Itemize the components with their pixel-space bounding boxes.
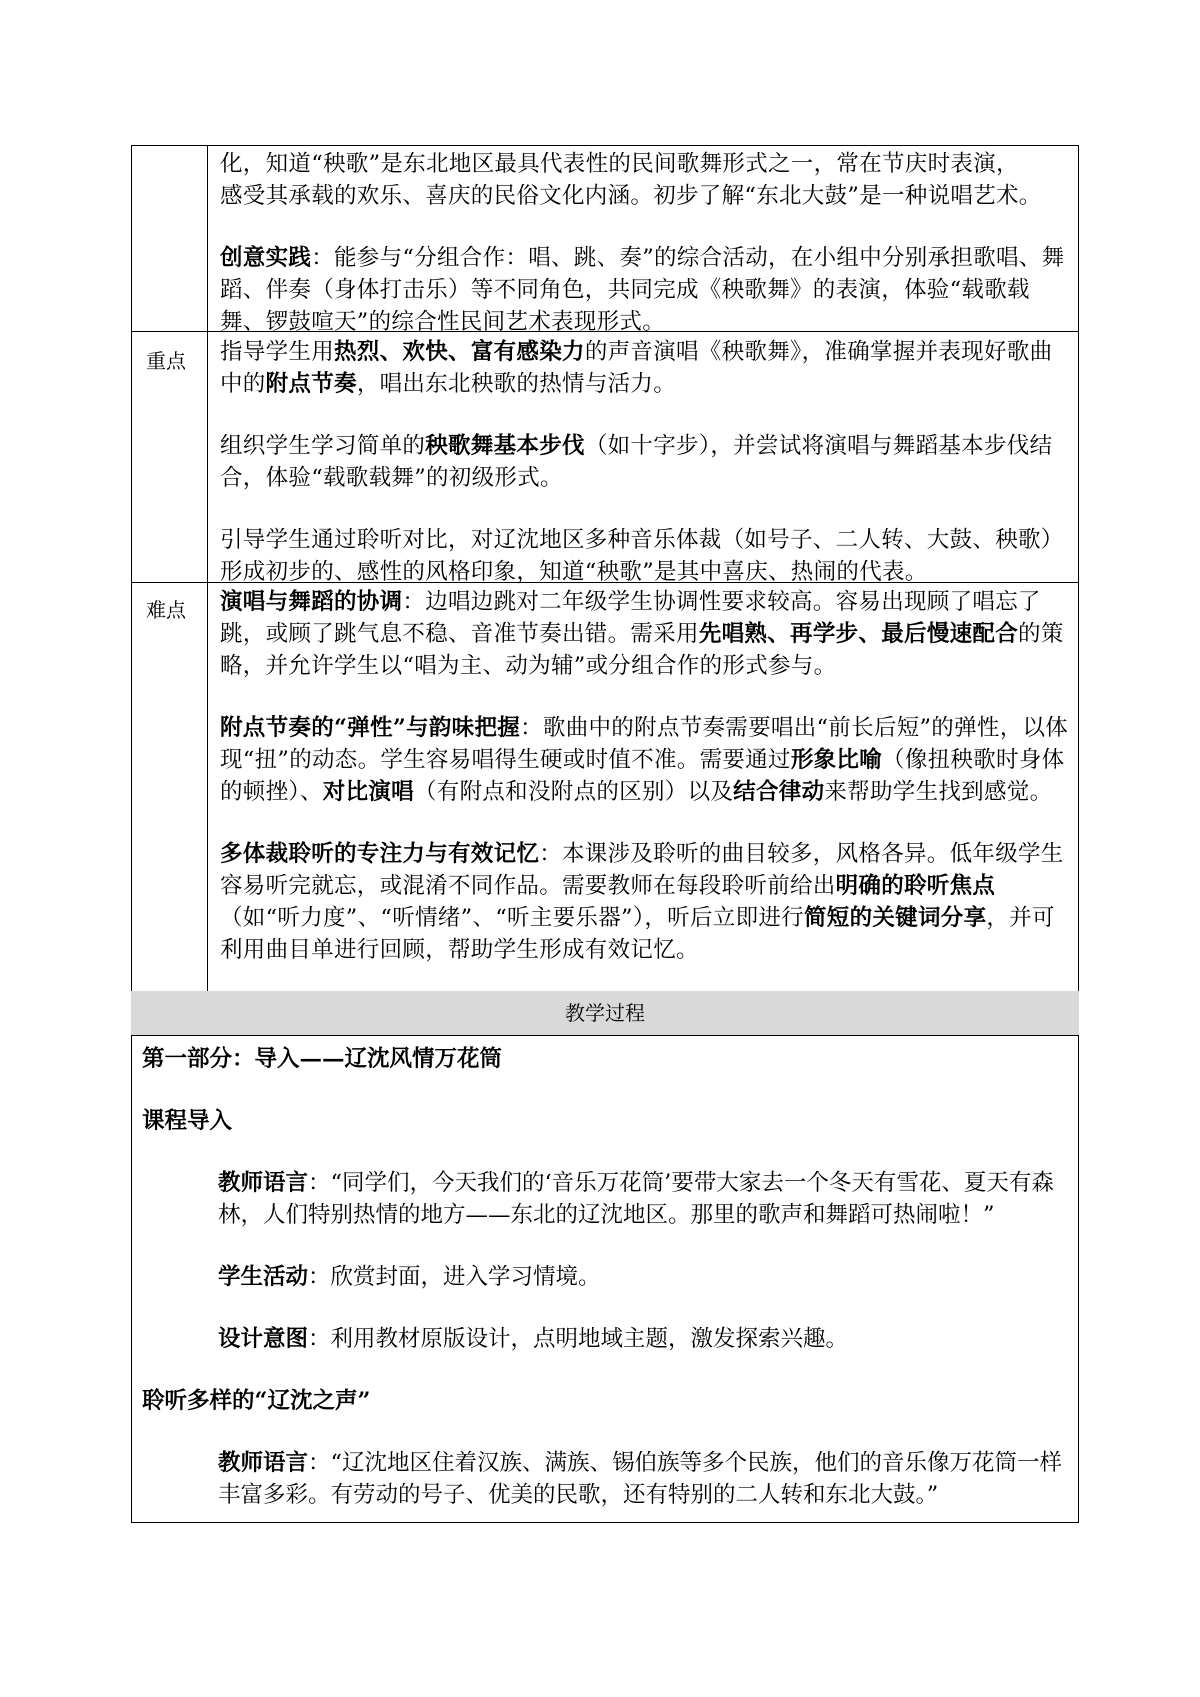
text: 指导学生用 [220,339,335,365]
creative-text: ：能参与“分组合作：唱、跳、奏”的综合活动，在小组中分别承担歌唱、舞蹈、伴奏（身体打击乐）等不同角色，共同完成《秧歌舞》的表演，体验“载歌载舞、锣鼓喧天”的综合性民间艺术表现形式。 [220,245,1065,335]
listen-title [142,1385,1072,1417]
practice-line-1: 化，知道“秧歌”是东北地区最具代表性的民间歌舞形式之一，常在节庆时表演， [220,151,1019,177]
text: （如十字步），并尝试将演唱与舞蹈基本步伐结合，体验“载歌载舞”的初级形式。 [220,433,1053,491]
bold-text: 简短的关键词分享 [803,905,987,931]
text: ：本课涉及聆听的曲目较多，风格各异。低年级学生容易听完就忘，或混淆不同作品。需要教师在每段聆听前给出 [220,841,1064,899]
student-text: ：欣赏封面，进入学习情境。 [308,1264,601,1290]
part1-title [142,1043,1072,1075]
bold-text: 结合律动 [733,779,825,805]
text: ：边唱边跳对二年级学生协调性要求较高。容易出现顾了唱忘了跳，或顾了跳气息不稳、音准节奏出错。需采用 [220,589,1041,647]
intro-title [142,1105,1072,1137]
design-label: 设计意图 [218,1326,309,1352]
bold-text: 形象比喻 [790,747,883,773]
design-text: ：利用教材原版设计，点明地域主题，激发探索兴趣。 [308,1326,849,1352]
text: ，并可利用曲目单进行回顾，帮助学生形成有效记忆。 [220,905,1055,963]
bold-text: 对比演唱 [322,779,414,805]
teacher-label: 教师语言 [218,1450,309,1476]
key-point-1 [220,336,1070,400]
student-label: 学生活动 [218,1264,309,1290]
key-points-cell [220,336,1070,588]
key-point-3: 引导学生通过聆听对比，对辽沈地区多种音乐体裁（如号子、二人转、大鼓、秧歌）形成初步的、感性的风格印象，知道“秧歌”是其中喜庆、热闹的代表。 [220,527,1064,585]
listen-title-text: 聆听多样的“辽沈之声” [142,1388,371,1414]
process-body [142,1043,1072,1511]
bold-text: 先唱熟、再学步、最后慢速配合 [698,621,1019,647]
teacher-text: ：“辽沈地区住着汉族、满族、锡伯族等多个民族，他们的音乐像万花筒一样丰富多彩。有劳动的号子、优美的民歌，还有特别的二人转和东北大鼓。” [218,1450,1063,1508]
design-intent [142,1323,1072,1355]
part1-title-text: 第一部分：导入——辽沈风情万花筒 [142,1046,503,1072]
bold-text: 多体裁聆听的专注力与有效记忆 [220,841,540,867]
bold-text: 附点节奏 [265,371,357,397]
difficult-point-1 [220,586,1070,682]
text: 的策略，并允许学生以“唱为主、动为辅”或分组合作的形式参与。 [220,621,1064,679]
text: ，唱出东北秧歌的热情与活力。 [356,371,677,397]
teacher-text: ：“同学们，今天我们的‘音乐万花筒’要带大家去一个冬天有雪花、夏天有森林，人们特别热情的地方——东北的辽沈地区。那里的歌声和舞蹈可热闹啦！” [218,1170,1054,1228]
creative-practice [220,242,1070,338]
difficult-points-label: 难点 [146,598,186,622]
practice-cell [220,148,1070,338]
teacher-speech-2 [142,1447,1072,1511]
text: （有附点和没附点的区别）以及 [413,779,734,805]
intro-title-text: 课程导入 [142,1108,233,1134]
difficult-point-3 [220,838,1070,966]
text: 的声音演唱《秧歌舞》，准确掌握并表现好歌曲中的 [220,339,1053,397]
key-points-label: 重点 [146,349,186,373]
text: （像扭秧歌时身体的顿挫）、 [220,747,1065,805]
text: 组织学生学习简单的 [220,433,426,459]
student-activity [142,1261,1072,1293]
column-divider [207,145,208,991]
creative-label: 创意实践 [220,245,312,271]
text: 来帮助学生找到感觉。 [824,779,1053,805]
practice-line-2: 感受其承载的欢乐、喜庆的民俗文化内涵。初步了解“东北大鼓”是一种说唱艺术。 [220,183,1042,209]
bold-text: 演唱与舞蹈的协调 [220,589,403,615]
bold-text: 热烈、欢快、富有感染力 [334,339,585,365]
difficult-point-2 [220,712,1070,808]
teacher-label: 教师语言 [218,1170,309,1196]
key-point-2 [220,430,1070,494]
text: （如“听力度”、“听情绪”、“听主要乐器”），听后立即进行 [220,905,804,931]
difficult-points-cell [220,586,1070,966]
bold-text: 附点节奏的“弹性”与韵味把握 [220,715,521,741]
process-header: 教学过程 [131,991,1079,1036]
teacher-speech [142,1167,1072,1231]
bold-text: 秧歌舞基本步伐 [425,433,585,459]
text: ：歌曲中的附点节奏需要唱出“前长后短”的弹性，以体现“扭”的动态。学生容易唱得生硬或时值不准。需要通过 [220,715,1069,773]
bold-text: 明确的聆听焦点 [835,873,996,899]
